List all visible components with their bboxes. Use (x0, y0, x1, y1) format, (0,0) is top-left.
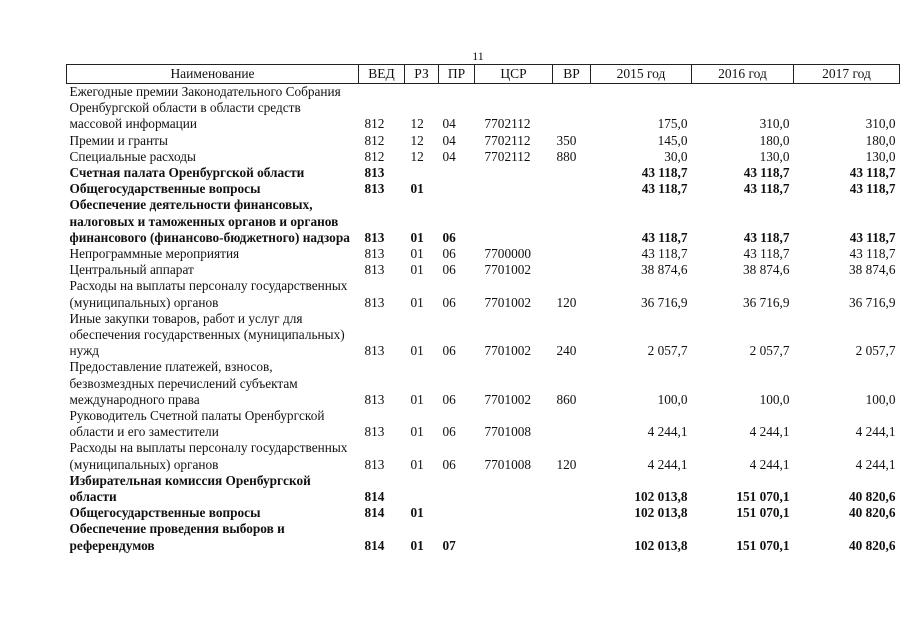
row-pr-cell (439, 473, 475, 505)
row-pr-cell: 06 (442, 391, 456, 407)
row-ved-cell: 814 (364, 537, 385, 553)
row-2016-cell: 43 118,7 (743, 165, 790, 181)
row-2017-cell: 40 820,6 (848, 537, 896, 553)
header-rz: РЗ (405, 65, 439, 84)
row-ved-cell: 813 (364, 262, 385, 278)
row-vr-cell (553, 262, 591, 278)
row-2017-cell: 4 244,1 (855, 424, 896, 440)
table-body (67, 84, 900, 554)
row-rz-cell: 01 (410, 246, 424, 262)
row-csr-cell: 7702112 (484, 116, 531, 132)
row-rz-cell: 01 (410, 537, 424, 553)
row-2015-cell: 2 057,7 (647, 343, 688, 359)
table-row (67, 165, 900, 181)
row-name-cell: Общегосударственные вопросы (69, 505, 261, 521)
header-name: Наименование (67, 65, 359, 84)
row-2015-cell: 43 118,7 (641, 165, 688, 181)
row-name-cell: Непрограммные мероприятия (69, 246, 240, 262)
table-row (67, 149, 900, 165)
row-pr-cell: 06 (442, 246, 456, 262)
row-rz-cell: 01 (410, 343, 424, 359)
row-pr-cell: 06 (442, 424, 456, 440)
row-name-cell: Обеспечение проведения выборов и референдумов (69, 521, 285, 553)
table-row (67, 197, 900, 246)
row-ved-cell: 813 (364, 343, 385, 359)
row-2015-cell: 4 244,1 (647, 456, 688, 472)
row-csr-cell (475, 197, 553, 246)
row-2016-cell: 43 118,7 (743, 181, 790, 197)
table-row (67, 246, 900, 262)
row-rz-cell: 12 (410, 116, 424, 132)
row-2016-cell: 43 118,7 (743, 229, 790, 245)
row-pr-cell (439, 181, 475, 197)
row-csr-cell: 7701008 (484, 456, 532, 472)
row-2017-cell: 43 118,7 (849, 165, 896, 181)
row-name-cell: Руководитель Счетной палаты Оренбургской области и его заместители (69, 408, 325, 440)
row-pr-cell: 06 (442, 262, 456, 278)
row-2015-cell: 38 874,6 (640, 262, 688, 278)
row-name-cell: Премии и гранты (69, 132, 168, 148)
table-row (67, 440, 900, 472)
row-vr-cell (553, 408, 591, 440)
table-row (67, 181, 900, 197)
row-csr-cell: 7702112 (484, 132, 531, 148)
row-csr-cell (475, 181, 553, 197)
row-vr-cell: 350 (556, 132, 577, 148)
row-csr-cell: 7700000 (484, 246, 532, 262)
row-csr-cell (475, 521, 553, 553)
row-vr-cell (553, 84, 591, 133)
row-csr-cell (475, 473, 553, 505)
budget-table (66, 64, 900, 554)
row-csr-cell: 7701008 (484, 424, 532, 440)
row-2017-cell: 4 244,1 (855, 456, 896, 472)
row-name-cell: Расходы на выплаты персоналу государственных (муниципальных) органов (69, 440, 348, 472)
row-2016-cell: 130,0 (759, 148, 790, 164)
row-2017-cell: 40 820,6 (848, 505, 896, 521)
row-name-cell: Иные закупки товаров, работ и услуг для обеспечения государственных (муниципальных) нужд (69, 310, 345, 359)
row-pr-cell: 06 (442, 456, 456, 472)
row-2017-cell: 40 820,6 (848, 489, 896, 505)
row-2016-cell: 4 244,1 (749, 456, 790, 472)
row-2015-cell: 43 118,7 (641, 246, 688, 262)
row-ved-cell: 813 (364, 165, 385, 181)
row-name-cell: Центральный аппарат (69, 262, 194, 278)
row-pr-cell (439, 505, 475, 521)
row-rz-cell: 01 (410, 424, 424, 440)
row-2015-cell: 102 013,8 (634, 489, 688, 505)
table-row (67, 359, 900, 408)
row-2016-cell: 151 070,1 (736, 505, 790, 521)
row-vr-cell (553, 197, 591, 246)
row-2015-cell: 36 716,9 (640, 294, 688, 310)
row-2017-cell: 43 118,7 (849, 246, 896, 262)
page-number: 11 (472, 49, 484, 63)
row-csr-cell: 7701002 (484, 391, 532, 407)
row-name-cell: Обеспечение деятельности финансовых, налоговых и таможенных органов и органов финансового (финансово-бюджетного) надзора (69, 197, 350, 245)
row-vr-cell (553, 181, 591, 197)
row-2016-cell: 36 716,9 (742, 294, 790, 310)
row-2015-cell: 100,0 (657, 391, 688, 407)
table-row (67, 262, 900, 278)
row-vr-cell (553, 473, 591, 505)
row-name-cell: Общегосударственные вопросы (69, 181, 261, 197)
row-ved-cell: 813 (364, 294, 385, 310)
row-2015-cell: 43 118,7 (641, 181, 688, 197)
row-name-cell: Предоставление платежей, взносов, безвозмездных перечислений субъектам международного права (69, 359, 298, 407)
row-vr-cell: 860 (556, 391, 577, 407)
row-name-cell: Счетная палата Оренбургской области (69, 165, 305, 181)
row-2017-cell: 180,0 (865, 132, 896, 148)
table-row (67, 278, 900, 310)
row-rz-cell: 01 (410, 229, 424, 245)
row-ved-cell: 812 (364, 116, 385, 132)
row-pr-cell: 06 (442, 343, 456, 359)
row-vr-cell (553, 246, 591, 262)
row-2015-cell: 145,0 (657, 132, 688, 148)
row-rz-cell: 01 (410, 456, 424, 472)
table-row (67, 521, 900, 553)
row-ved-cell: 813 (364, 181, 385, 197)
row-ved-cell: 813 (364, 424, 385, 440)
table-header-row (67, 65, 900, 84)
row-pr-cell: 04 (442, 148, 456, 164)
row-pr-cell (439, 165, 475, 181)
header-2016: 2016 год (692, 65, 794, 84)
row-2016-cell: 180,0 (759, 132, 790, 148)
row-vr-cell: 120 (556, 456, 577, 472)
row-ved-cell: 813 (364, 391, 385, 407)
row-pr-cell: 06 (442, 229, 456, 245)
row-csr-cell: 7702112 (484, 148, 531, 164)
row-2016-cell: 310,0 (759, 116, 790, 132)
row-2016-cell: 100,0 (759, 391, 790, 407)
row-csr-cell: 7701002 (484, 294, 532, 310)
row-2015-cell: 30,0 (664, 148, 688, 164)
row-vr-cell (553, 165, 591, 181)
row-ved-cell: 812 (364, 132, 385, 148)
row-rz-cell: 01 (410, 181, 424, 197)
row-2016-cell: 151 070,1 (736, 537, 790, 553)
row-ved-cell: 814 (364, 489, 385, 505)
row-ved-cell: 814 (364, 505, 385, 521)
row-ved-cell: 813 (364, 229, 385, 245)
row-vr-cell: 880 (556, 148, 577, 164)
row-2016-cell: 4 244,1 (749, 424, 790, 440)
row-vr-cell: 120 (556, 294, 577, 310)
row-2017-cell: 130,0 (865, 148, 896, 164)
row-2015-cell: 102 013,8 (634, 505, 688, 521)
row-csr-cell (475, 165, 553, 181)
row-rz-cell: 01 (410, 262, 424, 278)
row-2016-cell: 2 057,7 (749, 343, 790, 359)
row-2017-cell: 43 118,7 (849, 229, 896, 245)
row-2017-cell: 310,0 (865, 116, 896, 132)
row-csr-cell: 7701002 (484, 262, 532, 278)
row-pr-cell: 07 (442, 537, 456, 553)
row-2016-cell: 43 118,7 (743, 246, 790, 262)
header-csr: ЦСР (475, 65, 553, 84)
row-pr-cell: 04 (442, 132, 456, 148)
row-rz-cell: 12 (410, 132, 424, 148)
row-2015-cell: 175,0 (657, 116, 688, 132)
row-2017-cell: 38 874,6 (848, 262, 896, 278)
table-row (67, 133, 900, 149)
row-2015-cell: 4 244,1 (647, 424, 688, 440)
row-rz-cell (405, 473, 439, 505)
row-2017-cell: 43 118,7 (849, 181, 896, 197)
row-rz-cell: 12 (410, 148, 424, 164)
table-row (67, 505, 900, 521)
row-ved-cell: 812 (364, 148, 385, 164)
row-rz-cell: 01 (410, 391, 424, 407)
row-name-cell: Ежегодные премии Законодательного Собрания Оренбургской области в области средств массовой информации (69, 84, 341, 132)
row-2016-cell: 38 874,6 (742, 262, 790, 278)
row-csr-cell (475, 505, 553, 521)
row-2015-cell: 43 118,7 (641, 229, 688, 245)
row-2015-cell: 102 013,8 (634, 537, 688, 553)
table-row (67, 473, 900, 505)
row-rz-cell (405, 165, 439, 181)
row-vr-cell (553, 521, 591, 553)
header-vr: ВР (553, 65, 591, 84)
row-2016-cell: 151 070,1 (736, 489, 790, 505)
table-row (67, 84, 900, 133)
header-2017: 2017 год (794, 65, 900, 84)
row-name-cell: Специальные расходы (69, 148, 196, 164)
row-rz-cell: 01 (410, 505, 424, 521)
row-ved-cell: 813 (364, 246, 385, 262)
header-2015: 2015 год (591, 65, 692, 84)
table-row (67, 408, 900, 440)
row-pr-cell: 06 (442, 294, 456, 310)
row-ved-cell: 813 (364, 456, 385, 472)
row-name-cell: Расходы на выплаты персоналу государственных (муниципальных) органов (69, 278, 348, 310)
row-2017-cell: 100,0 (865, 391, 896, 407)
table-row (67, 311, 900, 360)
row-pr-cell: 04 (442, 116, 456, 132)
row-2017-cell: 36 716,9 (848, 294, 896, 310)
row-csr-cell: 7701002 (484, 343, 532, 359)
header-pr: ПР (439, 65, 475, 84)
row-vr-cell: 240 (556, 343, 577, 359)
header-ved: ВЕД (359, 65, 405, 84)
row-name-cell: Избирательная комиссия Оренбургской области (69, 472, 311, 505)
row-rz-cell: 01 (410, 294, 424, 310)
row-vr-cell (553, 505, 591, 521)
row-2017-cell: 2 057,7 (855, 343, 896, 359)
